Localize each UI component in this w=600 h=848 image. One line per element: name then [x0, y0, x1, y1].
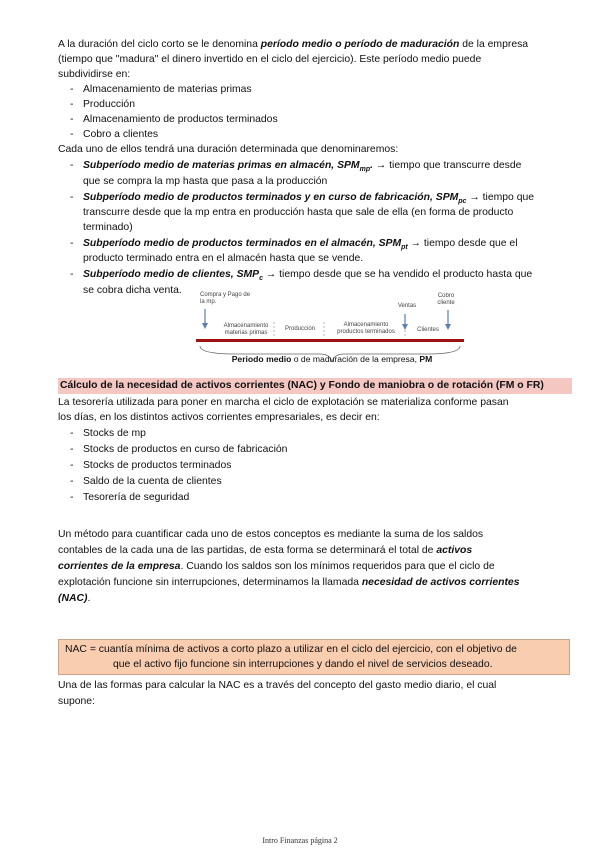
list-item: Almacenamiento de productos terminados — [83, 114, 278, 125]
method-line-4: explotación funcione sin interrupciones, determinamos la llamada necesidad de activos corrientes — [58, 577, 520, 588]
diagram-segment-finished-goods: Almacenamiento productos terminados — [337, 322, 395, 335]
subperiod-mp-line-2: que se compra la mp hasta que pasa a la producción — [83, 176, 328, 187]
list-item: Stocks de productos en curso de fabricación — [83, 444, 288, 455]
treasury-line-1: La tesorería utilizada para poner en marcha el ciclo de explotación se materializa conforme pasan — [58, 397, 509, 408]
list-dash: - — [70, 192, 74, 203]
treasury-line-2: los días, en los distintos activos corrientes empresariales, es decir en: — [58, 412, 380, 423]
closing-line-1: Una de las formas para calcular la NAC es a través del concepto del gasto medio diario, el cual — [58, 680, 497, 691]
intro-line-1: A la duración del ciclo corto se le denomina período medio o período de maduración de la empresa — [58, 39, 529, 50]
subperiod-pc-line-2: transcurre desde que la mp entra en producción hasta que sale de ella (en forma de producto — [83, 207, 514, 218]
list-dash: - — [70, 460, 74, 471]
diagram-label-collection: Cobro cliente — [437, 293, 455, 306]
list-item: Producción — [83, 99, 135, 110]
method-line-1: Un método para cuantificar cada uno de estos conceptos es mediante la suma de los saldos — [58, 529, 484, 540]
method-line-5: (NAC). — [58, 593, 91, 604]
diagram-label-purchase: Compra y Pago de la mp. — [200, 292, 251, 305]
diagram-segment-clients: Clientes — [417, 327, 439, 333]
list-item: Stocks de mp — [83, 428, 146, 439]
list-dash: - — [70, 99, 74, 110]
list-dash: - — [70, 129, 74, 140]
intro-line-2: (tiempo que "madura" el dinero invertido en el ciclo del ejercicio). Este período medio puede — [58, 54, 482, 65]
diagram-label-sales: Ventas — [397, 303, 417, 309]
list-dash: - — [70, 84, 74, 95]
list-dash: - — [70, 269, 74, 280]
method-line-3: corrientes de la empresa. Cuando los saldos son los mínimos requeridos para que el ciclo de — [58, 561, 495, 572]
list-dash: - — [70, 444, 74, 455]
nac-definition-line-1: NAC = cuantía mínima de activos a corto plazo a utilizar en el ciclo del ejercicio, con el objetivo de — [65, 644, 517, 655]
list-dash: - — [70, 238, 74, 249]
subperiod-pt-line-1: Subperíodo medio de productos terminados en el almacén, $SPM_{pt}$ → tiempo desde que el — [83, 238, 518, 252]
list-dash: - — [70, 114, 74, 125]
closing-line-2: supone: — [58, 696, 95, 707]
nac-definition-line-2: que el activo fijo funcione sin interrupciones y dando el nivel de servicios deseado. — [113, 659, 493, 670]
list-item: Saldo de la cuenta de clientes — [83, 476, 222, 487]
list-dash: - — [70, 428, 74, 439]
list-item: Almacenamiento de materias primas — [83, 84, 252, 95]
list-dash: - — [70, 492, 74, 503]
intro-line-3: subdividirse en: — [58, 69, 131, 80]
subperiod-pc-line-3: terminado) — [83, 222, 133, 233]
subperiod-pc-line-1: Subperíodo medio de productos terminados y en curso de fabricación, $SPM_{pc}$ → tiempo que — [83, 192, 535, 206]
list-dash: - — [70, 476, 74, 487]
maturation-diagram — [196, 288, 468, 376]
subperiod-c-line-1: Subperíodo medio de clientes, $SMP_c$ → tiempo desde que se ha vendido el producto hasta que — [83, 269, 533, 283]
diagram-segment-production: Producción — [284, 326, 316, 332]
diagram-segment-raw-materials: Almacenamiento materias primas — [223, 323, 269, 336]
diagram-caption: Periodo medio o de maduración de la empresa, PM — [231, 354, 433, 364]
subperiod-c-line-2: se cobra dicha venta. — [83, 285, 182, 296]
timeline-bar — [196, 339, 464, 342]
nac-definition-box — [58, 639, 570, 675]
list-item: Tesorería de seguridad — [83, 492, 190, 503]
list-dash: - — [70, 160, 74, 171]
method-line-2: contables de la cada una de las partidas, de esta forma se determinará el total de activos — [58, 545, 473, 556]
subperiod-pt-line-2: producto terminado entra en el almacén hasta que se vende. — [83, 253, 364, 264]
arrowhead-purchase-icon — [202, 323, 208, 329]
subperiod-mp-line-1: Subperíodo medio de materias primas en almacén, $SPM_{mp}$. → tiempo que transcurre desde — [83, 160, 522, 174]
list-item: Cobro a clientes — [83, 129, 159, 140]
each-text: Cada uno de ellos tendrá una duración determinada que denominaremos: — [58, 144, 399, 155]
list-item: Stocks de productos terminados — [83, 460, 232, 471]
section-heading: Cálculo de la necesidad de activos corrientes (NAC) y Fondo de maniobra o de rotación (FM o FR) — [58, 378, 572, 394]
page-footer: Intro Finanzas página 2 — [262, 836, 338, 845]
